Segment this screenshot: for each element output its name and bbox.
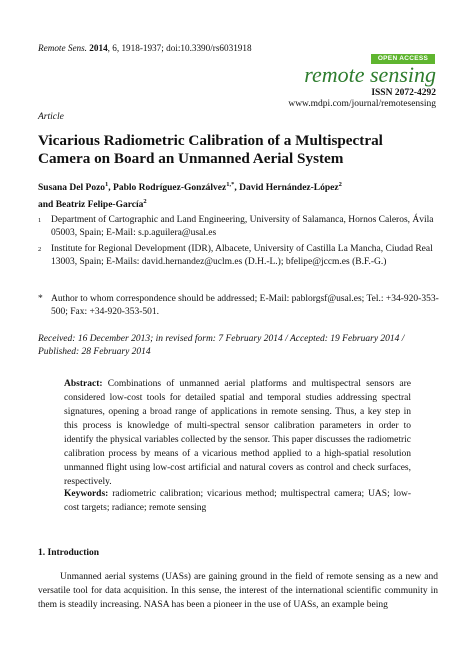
keywords-text: radiometric calibration; vicarious method; multispectral camera; UAS; low-cost targets; radiance; remote sensing — [64, 489, 411, 513]
issn: ISSN 2072-4292 — [371, 88, 436, 98]
author-name: , Pablo Rodríguez-Gonzálvez — [108, 183, 227, 194]
author-name: , David Hernández-López — [234, 183, 339, 194]
paper-title: Vicarious Radiometric Calibration of a Multispectral Camera on Board an Unmanned Aerial System — [38, 132, 383, 167]
citation-line: Remote Sens. 2014, 6, 1918-1937; doi:10.3390/rs6031918 — [38, 43, 252, 53]
article-type: Article — [38, 112, 64, 122]
affiliation-1: 1 Department of Cartographic and Land Engineering, University of Salamanca, Hornos Caleros, Ávila 05003, Spain; E-Mail: s.p.aguilera@usal.es — [38, 215, 434, 238]
author-name: and Beatriz Felipe-García — [38, 200, 144, 211]
abstract — [64, 377, 411, 489]
journal-url[interactable]: www.mdpi.com/journal/remotesensing — [288, 99, 436, 109]
section-heading: 1. Introduction — [38, 548, 100, 558]
affiliation-2: 2 Institute for Regional Development (IDR), Albacete, University of Castilla La Mancha, Ciudad Real 13003, Spain; E-Mails: david.hernandez@uclm.es (D.H.-L.); bfelipe@jccm.es (B.F.-G.) — [38, 244, 433, 267]
correspondence-note: * Author to whom correspondence should be addressed; E-Mail: pablorgsf@usal.es; Tel.: +34-920-353-500; Fax: +34-920-353-501. — [38, 294, 439, 317]
keywords-label: Keywords: — [64, 489, 109, 499]
open-access-badge: OPEN ACCESS — [371, 54, 435, 64]
abstract-text: Combinations of unmanned aerial platforms and multispectral sensors are considered low-cost tools for detailed spatial and temporal studies addressing spectral signatures, opening a broad range of applications in remote sensing. Thus, a key step in this process is knowledge of multi-spectral sensor calibration parameters in order to identify the physical variables collected by the sensor. This paper discusses the radiometric calibration process by means of a vicarious method applied to a high-spatial resolution unmanned flight using low-cost artificial and natural covers as control and check surfaces, respectively. — [64, 379, 411, 487]
abstract-label: Abstract: — [64, 379, 103, 389]
intro-paragraph: Unmanned aerial systems (UASs) are gaining ground in the field of remote sensing as a new and versatile tool for data acquisition. In this sense, the interest of the international scientific community in them is steadily increasing. NASA has been a pioneer in the use of UASs, an example being — [38, 572, 438, 610]
keywords — [64, 487, 411, 515]
journal-name: remote sensing — [304, 62, 436, 87]
author-list: Susana Del Pozo$^1$, Pablo Rodríguez-Gonzálvez$^{1,*}$, David Hernández-López$^2$ and Beatriz Felipe-García$^2$ — [38, 181, 342, 211]
author-name: Susana Del Pozo — [38, 183, 106, 194]
publication-dates: Received: 16 December 2013; in revised form: 7 February 2014 / Accepted: 19 February 2014 / Published: 28 February 2014 — [38, 334, 405, 357]
